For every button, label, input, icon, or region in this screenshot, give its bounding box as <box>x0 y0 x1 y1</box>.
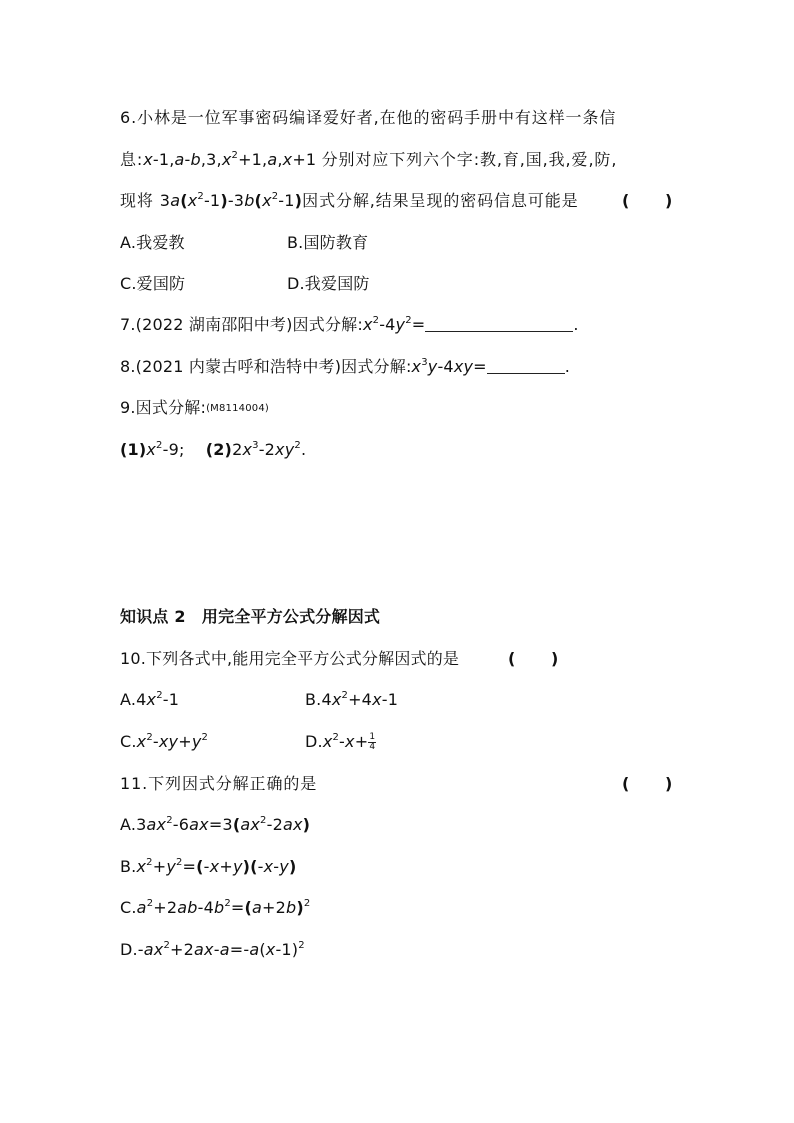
q9-code: (M8114004) <box>206 403 270 414</box>
q7-expression: $x^2-4y^2=$ <box>362 315 426 334</box>
q10-option-d: $D.x^2-x+$ $\frac{1}{4}$ <box>305 732 376 752</box>
q9-part2-expression: $2x^3-2xy^2$. <box>232 440 307 459</box>
q8-prefix: 8.(2021 内蒙古呼和浩特中考)因式分解: <box>120 357 412 376</box>
section-heading: 知识点 2 用完全平方公式分解因式 <box>120 607 381 626</box>
q11-answer-paren-close: ) <box>665 774 673 793</box>
q11-option-a: $A.3ax^2-6ax=3(ax^2-2ax)$ <box>120 815 311 834</box>
q6-answer-paren-close: ) <box>665 191 673 210</box>
q7-line: 7.(2022 湖南邵阳中考)因式分解$:x^2-4y^2=$ . <box>120 315 579 334</box>
q10-answer-paren-open: ( <box>508 649 516 668</box>
q6-line-2-suffix: 分别对应下列六个字:教,育,国,我,爱,防, <box>321 150 618 169</box>
q11-option-c: $C.a^2+2ab-4b^2=(a+2b)^2$ <box>120 898 311 917</box>
q9-prefix: 9.因式分解: <box>120 398 207 417</box>
q6-line-3-prefix: 现将 <box>120 191 160 210</box>
q11-stem: 11.下列因式分解正确的是 <box>120 774 318 793</box>
q8-line: 8.(2021 内蒙古呼和浩特中考)因式分解$:x^3y-4xy=$ . <box>120 357 571 376</box>
q7-answer-blank[interactable] <box>425 317 573 332</box>
q8-answer-blank[interactable] <box>487 359 565 374</box>
q8-expression: $x^3y-4xy=$ <box>411 357 487 376</box>
q6-line-2-prefix: 息: <box>120 150 144 169</box>
q6-expression: $3a(x^2-1)-3b(x^2-1)$ <box>159 191 303 210</box>
q6-code-expressions: $x-1,a-b,3,x^2+1,a,x+1$ <box>143 150 322 169</box>
q9-part1-label: (1) <box>120 440 147 459</box>
q7-prefix: 7.(2022 湖南邵阳中考)因式分解: <box>120 315 363 334</box>
q9-part1-expression: $x^2-9$; <box>146 440 185 459</box>
q11-option-b: $B.x^2+y^2=(-x+y)(-x-y)$ <box>120 857 297 876</box>
q6-option-c: C.爱国防 <box>120 274 186 293</box>
q6-option-d: D.我爱国防 <box>287 274 370 293</box>
q11-option-d: $D.-ax^2+2ax-a=-a(x-1)^2$ <box>120 940 305 959</box>
fraction-one-quarter: $\frac{1}{4}$ <box>369 732 376 752</box>
q10-option-c: $C.x^2-xy+y^2$ <box>120 732 209 751</box>
q9-parts <box>120 440 306 460</box>
q10-stem: 10.下列各式中,能用完全平方公式分解因式的是 <box>120 649 460 668</box>
q6-line-3 <box>120 191 579 211</box>
q6-option-a: A.我爱教 <box>120 233 185 252</box>
q6-option-b: B.国防教育 <box>287 233 369 252</box>
q10-answer-paren-close: ) <box>551 649 559 668</box>
q6-line-2 <box>120 150 617 170</box>
q11-answer-paren-open: ( <box>622 774 630 793</box>
q10-option-a: $A.4x^2-1$ <box>120 690 180 709</box>
q6-answer-paren-open: ( <box>622 191 630 210</box>
q6-line-1: 6.小林是一位军事密码编译爱好者,在他的密码手册中有这样一条信 <box>120 108 617 127</box>
q9-part2-label: (2) <box>205 440 233 459</box>
q9-line <box>120 398 269 419</box>
q10-option-b: $B.4x^2+4x-1$ <box>305 690 399 709</box>
q6-line-3-suffix: 因式分解,结果呈现的密码信息可能是 <box>302 191 579 210</box>
